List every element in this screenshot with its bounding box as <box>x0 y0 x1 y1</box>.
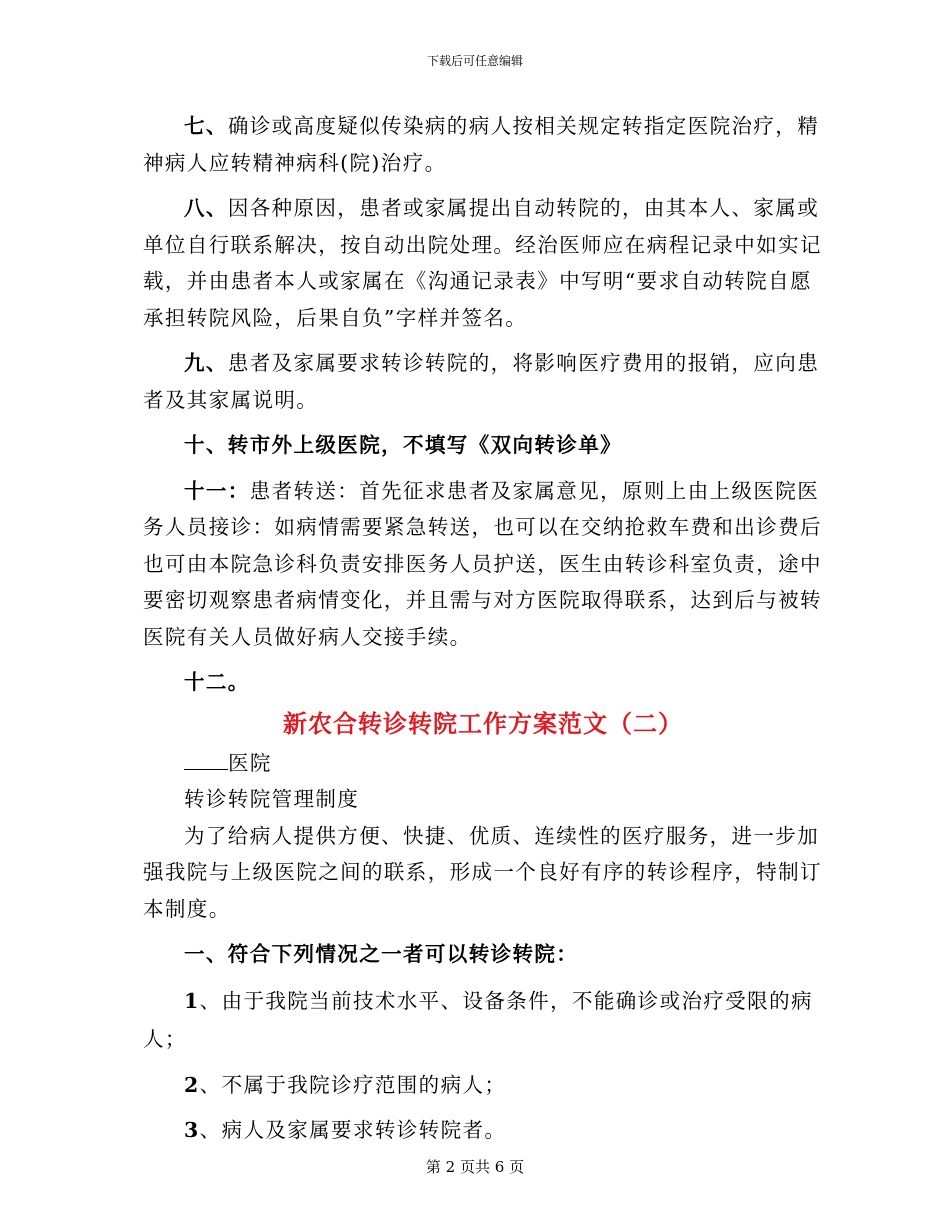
paragraph-11 <box>143 473 823 656</box>
document-body <box>143 108 823 1149</box>
paragraph-8-body: 因各种原因，患者或家属提出自动转院的，由其本人、家属或单位自行联系解决，按自动出院处理。经治医师应在病程记录中如实记载，并由患者本人或家属在《沟通记录表》中写明“要求自动转院自愿承担转院风险，后果自负”字样并签名。 <box>143 196 822 330</box>
paragraph-9 <box>143 345 823 418</box>
list-item-2 <box>143 1067 823 1104</box>
paragraph-8 <box>143 190 823 336</box>
paragraph-7-body: 确诊或高度疑似传染病的病人按相关规定转指定医院治疗，精神病人应转精神病科(院)治疗。 <box>143 114 820 175</box>
list-item-2-number: 2 <box>184 1072 200 1097</box>
list-item-3-number: 3 <box>184 1118 200 1142</box>
list-item-1 <box>143 982 823 1058</box>
paragraph-12: 十二。 <box>184 670 250 694</box>
section-title: 新农合转诊转院工作方案范文（二） <box>283 708 683 738</box>
list-item-3-text: 、病人及家属要求转诊转院者。 <box>199 1118 507 1142</box>
paragraph-9-body: 患者及家属要求转诊转院的，将影响医疗费用的报销，应向患者及其家属说明。 <box>143 351 820 412</box>
paragraph-10: 十、转市外上级医院，不填写《双向转诊单》 <box>184 433 622 457</box>
paragraph-11-lead: 十一： <box>184 478 250 503</box>
hospital-name-line <box>143 745 823 782</box>
hospital-suffix: 医院 <box>228 750 272 775</box>
list-item-1-number: 1 <box>184 988 200 1013</box>
list-item-1-text: 、由于我院当前技术水平、设备条件，不能确诊或治疗受限的病人； <box>143 988 813 1051</box>
list-item-2-text: 、不属于我院诊疗范围的病人； <box>199 1072 507 1097</box>
paragraph-7 <box>143 108 823 181</box>
hospital-name-blank <box>184 751 228 770</box>
page-header: 下载后可任意编辑 <box>426 54 523 68</box>
paragraph-8-lead: 八、 <box>184 196 228 220</box>
paragraph-7-lead: 七、 <box>184 114 228 138</box>
heading-1: 一、符合下列情况之一者可以转诊转院： <box>184 942 579 966</box>
intro-paragraph: 为了给病人提供方便、快捷、优质、连续性的医疗服务，进一步加强我院与上级医院之间的联系，形成一个良好有序的转诊程序，特制订本制度。 <box>143 823 822 921</box>
system-name: 转诊转院管理制度 <box>184 787 360 811</box>
paragraph-11-body: 患者转送：首先征求患者及家属意见，原则上由上级医院医务人员接诊：如病情需要紧急转送，也可以在交纳抢救车费和出诊费后也可由本院急诊科负责安排医务人员护送，医生由转诊科室负责，途中要密切观察患者病情变化，并且需与对方医院取得联系，达到后与被转医院有关人员做好病人交接手续。 <box>143 478 822 649</box>
list-item-3 <box>143 1112 823 1149</box>
page-footer: 第 2 页共 6 页 <box>425 1158 525 1176</box>
paragraph-9-lead: 九、 <box>184 351 228 375</box>
